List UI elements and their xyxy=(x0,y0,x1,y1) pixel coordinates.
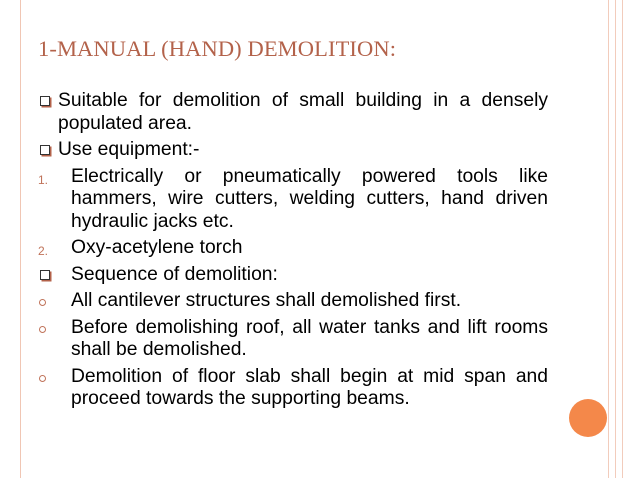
checkbox-bullet-icon xyxy=(40,270,50,280)
list-item-text: Before demolishing roof, all water tanks and lift rooms shall be demolished. xyxy=(71,316,548,360)
list-item xyxy=(38,139,548,162)
checkbox-bullet-icon xyxy=(40,96,50,106)
list-item-text: Use equipment:- xyxy=(58,139,200,160)
list-item xyxy=(38,90,548,135)
list-item xyxy=(38,264,548,287)
left-border-line xyxy=(20,0,21,478)
decorative-circle xyxy=(569,399,607,437)
right-border-line xyxy=(622,0,623,478)
circle-bullet-icon xyxy=(39,299,46,306)
list-item xyxy=(38,237,548,260)
list-item xyxy=(38,366,548,411)
slide-title: 1-MANUAL (HAND) DEMOLITION: xyxy=(38,36,397,61)
right-border-line xyxy=(615,0,616,478)
list-item-text: Electrically or pneumatically powered tools like hammers, wire cutters, welding cutters, hand driven hydraulic jacks etc. xyxy=(71,165,548,232)
list-item xyxy=(38,290,548,313)
circle-bullet-icon xyxy=(39,375,46,382)
list-item-text: Sequence of demolition: xyxy=(71,263,278,285)
circle-bullet-icon xyxy=(39,326,46,333)
list-item-text: All cantilever structures shall demolished first. xyxy=(71,290,462,311)
list-item-text: Oxy-acetylene torch xyxy=(71,237,243,258)
checkbox-bullet-icon xyxy=(40,145,50,155)
list-number: 1. xyxy=(38,172,49,187)
list-item xyxy=(38,166,548,234)
slide-content xyxy=(38,90,548,411)
list-item-text: Suitable for demolition of small building in a densely populated area. xyxy=(58,90,548,134)
list-number: 2. xyxy=(38,244,49,258)
list-item-text: Demolition of floor slab shall begin at mid span and proceed towards the supporting beams. xyxy=(71,365,548,409)
list-item xyxy=(38,317,548,362)
right-border-line xyxy=(608,0,609,478)
